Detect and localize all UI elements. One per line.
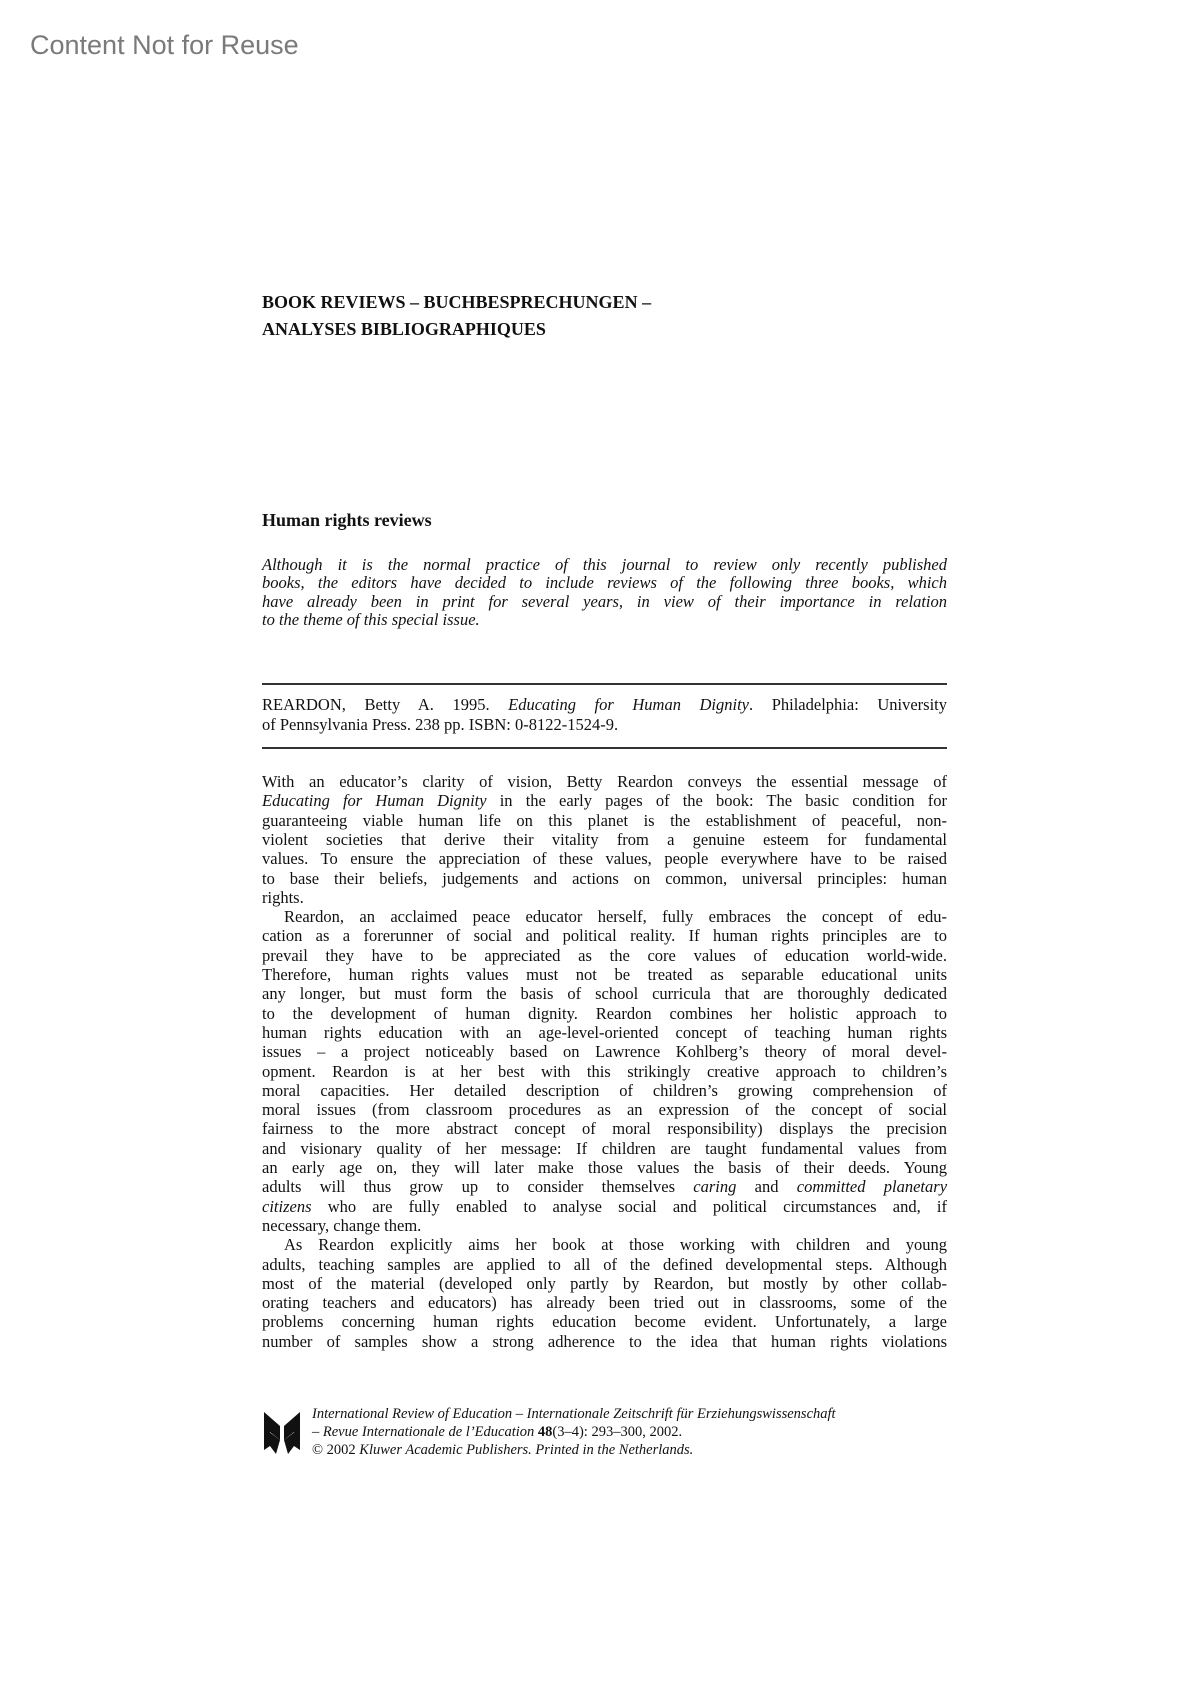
footer-line (312, 1442, 693, 1459)
body-segment: guaranteeing viable human life on this planet is the establishment of peaceful, non- (262, 810, 947, 830)
body-line (262, 888, 947, 907)
rule-top (262, 683, 947, 685)
body-line (262, 1139, 947, 1158)
body-segment: and visionary quality of her message: If children are taught fundamental values from (262, 1138, 947, 1158)
citation-segment: . Philadelphia: University (749, 695, 947, 714)
body-segment: to base their beliefs, judgements and actions on common, universal principles: human (262, 868, 947, 888)
body-segment: moral capacities. Her detailed description of children’s growing comprehension of (262, 1080, 947, 1100)
body-segment: Reardon, an acclaimed peace educator herself, fully embraces the concept of edu- (284, 907, 947, 927)
body-line (262, 849, 947, 868)
body-segment: human rights education with an age-level-oriented concept of teaching human rights (262, 1022, 947, 1042)
body-segment: adults will thus grow up to consider themselves (262, 1177, 694, 1197)
body-line (262, 1332, 947, 1351)
publisher-logo-icon (262, 1410, 302, 1456)
body-line (262, 1177, 947, 1196)
body-segment: any longer, but must form the basis of school curricula that are thoroughly dedicated (262, 984, 947, 1004)
body-line (262, 1197, 947, 1216)
body-line (262, 811, 947, 830)
body-line (262, 1158, 947, 1177)
body-line (262, 869, 947, 888)
footer-segment: International Review of Education – Internationale Zeitschrift für Erziehungswissenschaft (312, 1406, 836, 1422)
body-segment: who are fully enabled to analyse social and political circumstances and, if (311, 1196, 947, 1216)
body-line (262, 1216, 947, 1235)
body-line (262, 1255, 947, 1274)
body-segment: and (736, 1177, 797, 1197)
footer-segment: Kluwer Academic Publishers. Printed in the Netherlands. (359, 1442, 694, 1458)
body-segment: necessary, change them. (262, 1215, 422, 1235)
body-segment: rights. (262, 887, 304, 907)
watermark: Content Not for Reuse (30, 30, 299, 60)
body-line (262, 1100, 947, 1119)
body-line (262, 1081, 947, 1100)
body-line (262, 1023, 947, 1042)
citation-segment: of Pennsylvania Press. 238 pp. ISBN: 0-8122-1524-9. (262, 715, 619, 734)
body-line (262, 1042, 947, 1061)
editor-note-line: Although it is the normal practice of this journal to review only recently published (262, 555, 947, 574)
footer-segment: © 2002 (312, 1442, 360, 1458)
body-segment: prevail they have to be appreciated as the core values of education world-wide. (262, 945, 947, 965)
body-line (262, 1293, 947, 1312)
body-segment: number of samples show a strong adherence to the idea that human rights violations (262, 1331, 947, 1351)
body-line (262, 946, 947, 965)
body-line (262, 1062, 947, 1081)
body-segment: problems concerning human rights education become evident. Unfortunately, a large (262, 1312, 947, 1332)
footer-segment: (3–4): 293–300, 2002. (552, 1424, 683, 1440)
body-segment: adults, teaching samples are applied to all of the defined developmental steps. Although (262, 1254, 947, 1274)
body-line (262, 926, 947, 945)
body-line (262, 965, 947, 984)
body-line (262, 984, 947, 1003)
body-segment: in the early pages of the book: The basic condition for (486, 791, 947, 811)
rule-bottom (262, 747, 947, 749)
body-line (262, 791, 947, 810)
body-segment: orating teachers and educators) has already been tried out in classrooms, some of the (262, 1293, 947, 1313)
body-segment: opment. Reardon is at her best with this strikingly creative approach to children’s (262, 1061, 947, 1081)
body-segment: cation as a forerunner of social and political reality. If human rights principles are to (262, 926, 947, 946)
body-segment: caring (693, 1177, 737, 1197)
body-segment: With an educator’s clarity of vision, Betty Reardon conveys the essential message of (262, 772, 947, 791)
subsection-title: Human rights reviews (262, 510, 432, 530)
body-line (262, 1235, 947, 1254)
body-line (262, 907, 947, 926)
citation-line (262, 715, 947, 734)
body-segment: Therefore, human rights values must not be treated as separable educational units (262, 965, 947, 984)
body-segment: an early age on, they will later make those values the basis of their deeds. Young (262, 1158, 947, 1177)
body-segment: most of the material (developed only partly by Reardon, but mostly by other collab- (262, 1273, 947, 1293)
citation-segment: Educating for Human Dignity (508, 695, 750, 714)
editor-note-line: have already been in print for several years, in view of their importance in relation (262, 591, 947, 611)
footer-segment: 48 (537, 1424, 553, 1440)
body-segment: moral issues (from classroom procedures as an expression of the concept of social (262, 1100, 947, 1120)
citation-line (262, 695, 947, 714)
section-title-line-2: ANALYSES BIBLIOGRAPHIQUES (262, 319, 546, 339)
body-line (262, 1119, 947, 1138)
body-segment: issues – a project noticeably based on Lawrence Kohlberg’s theory of moral devel- (262, 1042, 947, 1062)
body-segment: Educating for Human Dignity (262, 791, 487, 811)
body-segment: values. To ensure the appreciation of these values, people everywhere have to be raised (262, 849, 947, 869)
body-segment: committed planetary (796, 1177, 948, 1197)
body-line (262, 1274, 947, 1293)
citation-segment: REARDON, Betty A. 1995. (262, 695, 509, 714)
section-title-line-1: BOOK REVIEWS – BUCHBESPRECHUNGEN – (262, 292, 652, 312)
body-segment: violent societies that derive their vitality from a genuine esteem for fundamental (262, 829, 947, 849)
editor-note-line: to the theme of this special issue. (262, 610, 480, 630)
body-line (262, 1312, 947, 1331)
body-segment: to the development of human dignity. Reardon combines her holistic approach to (262, 1003, 947, 1023)
body-line (262, 830, 947, 849)
editor-note-line: books, the editors have decided to include reviews of the following three books, which (262, 573, 947, 593)
body-segment: fairness to the more abstract concept of moral responsibility) displays the precision (262, 1119, 947, 1139)
footer-line (312, 1406, 836, 1423)
footer-line (312, 1424, 682, 1441)
body-line (262, 772, 947, 791)
body-line (262, 1004, 947, 1023)
body-segment: citizens (262, 1196, 312, 1216)
body-segment: As Reardon explicitly aims her book at those working with children and young (284, 1235, 947, 1255)
footer-segment: – Revue Internationale de l’Education (312, 1424, 538, 1440)
